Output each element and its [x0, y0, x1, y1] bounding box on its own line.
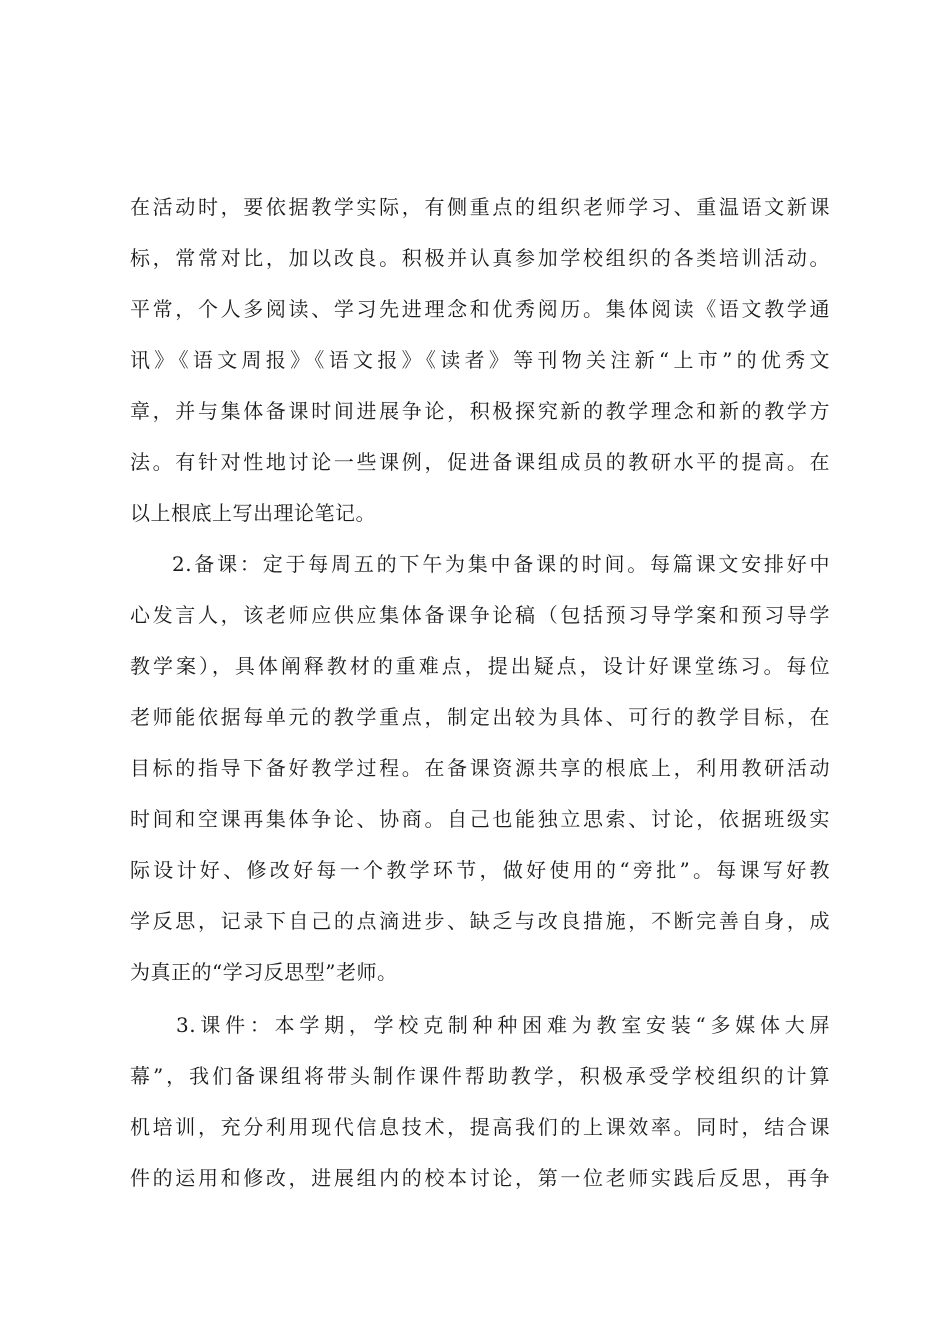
paragraph-1-line-4: 讯》《语文周报》《语文报》《读者》等刊物关注新“上市”的优秀文	[130, 348, 830, 372]
paragraph-1-line-7: 以上根底上写出理论笔记。	[130, 501, 376, 525]
paragraph-1-line-6: 法。有针对性地讨论一些课例，促进备课组成员的教研水平的提高。在	[130, 450, 830, 474]
paragraph-2-line-3: 教学案），具体阐释教材的重难点，提出疑点，设计好课堂练习。每位	[130, 654, 830, 678]
paragraph-1-line-2: 标，常常对比，加以改良。积极并认真参加学校组织的各类培训活动。	[130, 246, 830, 270]
paragraph-1-line-5: 章，并与集体备课时间进展争论，积极探究新的教学理念和新的教学方	[130, 399, 830, 423]
paragraph-2-line-9: 为真正的“学习反思型”老师。	[130, 960, 398, 984]
paragraph-2-line-8: 学反思，记录下自己的点滴进步、缺乏与改良措施，不断完善自身，成	[130, 909, 830, 933]
paragraph-2-line-1: 2.备课：定于每周五的下午为集中备课的时间。每篇课文安排好中	[172, 552, 830, 576]
paragraph-3-line-3: 机培训，充分利用现代信息技术，提高我们的上课效率。同时，结合课	[130, 1115, 830, 1139]
paragraph-1-line-3: 平常，个人多阅读、学习先进理念和优秀阅历。集体阅读《语文教学通	[130, 297, 830, 321]
paragraph-3-line-1: 3.课件：本学期，学校克制种种困难为教室安装“多媒体大屏	[176, 1013, 830, 1037]
paragraph-2-line-2: 心发言人，该老师应供应集体备课争论稿（包括预习导学案和预习导学	[130, 603, 830, 627]
paragraph-3-line-2: 幕”，我们备课组将带头制作课件帮助教学，积极承受学校组织的计算	[130, 1064, 830, 1088]
paragraph-3-line-4: 件的运用和修改，进展组内的校本讨论，第一位老师实践后反思，再争	[130, 1166, 830, 1190]
paragraph-2-line-6: 时间和空课再集体争论、协商。自己也能独立思索、讨论，依据班级实	[130, 807, 830, 831]
paragraph-2-line-7: 际设计好、修改好每一个教学环节，做好使用的“旁批”。每课写好教	[130, 858, 830, 882]
paragraph-2-line-5: 目标的指导下备好教学过程。在备课资源共享的根底上，利用教研活动	[130, 756, 830, 780]
paragraph-1-line-1: 在活动时，要依据教学实际，有侧重点的组织老师学习、重温语文新课	[130, 195, 830, 219]
paragraph-2-line-4: 老师能依据每单元的教学重点，制定出较为具体、可行的教学目标，在	[130, 705, 830, 729]
